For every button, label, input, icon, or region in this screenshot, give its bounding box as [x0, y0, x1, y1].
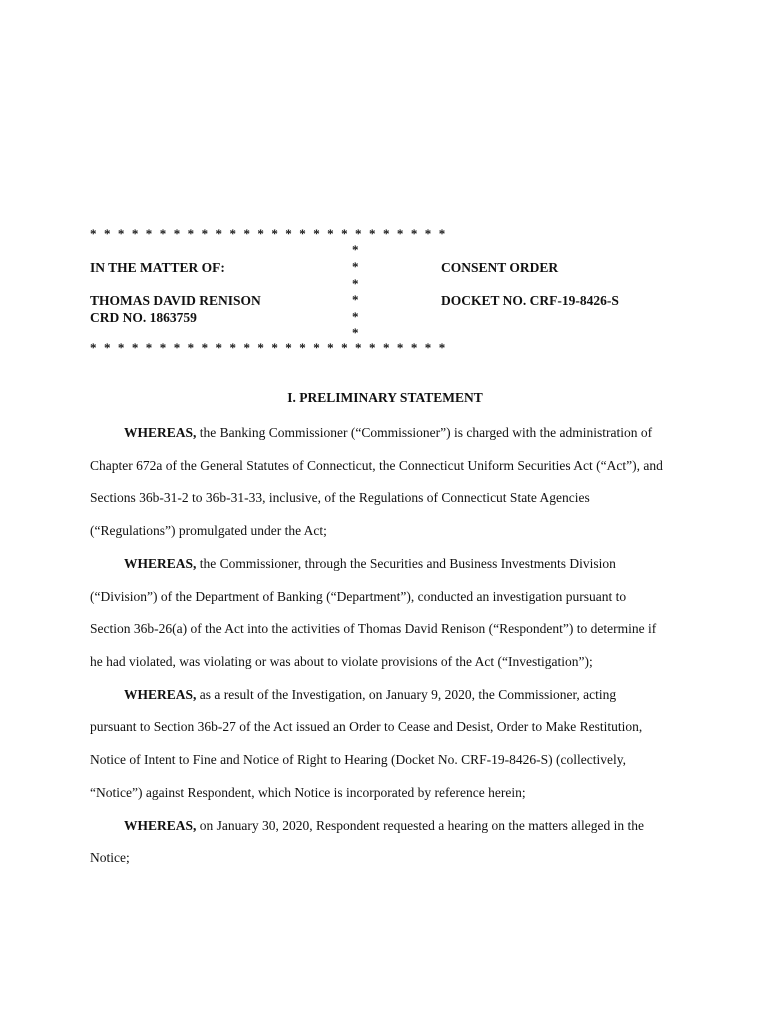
caption-bottom-star-row: * * * * * * * * * * * * * * * * * * * * * * * * * *: [90, 340, 448, 355]
paragraph-line: (“Regulations”) promulgated under the Act;: [90, 523, 327, 538]
paragraph-text: the Commissioner, through the Securities and Business Investments Division: [196, 556, 616, 571]
paragraph-line: [124, 424, 652, 441]
in-the-matter-of-label: IN THE MATTER OF:: [90, 260, 225, 275]
paragraph-line: [124, 686, 616, 703]
whereas-lead: WHEREAS,: [124, 818, 197, 833]
paragraph-line: Notice of Intent to Fine and Notice of Right to Hearing (Docket No. CRF-19-8426-S) (collectively,: [90, 752, 627, 767]
paragraph-line: “Notice”) against Respondent, which Notice is incorporated by reference herein;: [90, 785, 526, 800]
paragraph-line: [124, 555, 616, 572]
paragraph-line: Notice;: [90, 850, 130, 865]
caption-star-divider: *: [352, 325, 359, 340]
paragraph-line: Sections 36b-31-2 to 36b-31-33, inclusive, of the Regulations of Connecticut State Agencies: [90, 490, 590, 505]
whereas-lead: WHEREAS,: [124, 425, 197, 440]
caption-star-divider: *: [352, 292, 359, 307]
caption-star-divider: *: [352, 242, 359, 257]
respondent-name: THOMAS DAVID RENISON: [90, 293, 261, 308]
caption-star-divider: *: [352, 259, 359, 274]
whereas-lead: WHEREAS,: [124, 556, 197, 571]
docket-number: DOCKET NO. CRF-19-8426-S: [441, 293, 619, 308]
paragraph-line: (“Division”) of the Department of Banking (“Department”), conducted an investigation pursuant to: [90, 589, 627, 604]
section-heading: I. PRELIMINARY STATEMENT: [287, 390, 483, 405]
paragraph-text: on January 30, 2020, Respondent requested a hearing on the matters alleged in the: [196, 818, 645, 833]
crd-number: CRD NO. 1863759: [90, 310, 197, 325]
whereas-lead: WHEREAS,: [124, 687, 197, 702]
caption-top-star-row: * * * * * * * * * * * * * * * * * * * * * * * * * *: [90, 226, 448, 241]
caption-star-divider: *: [352, 309, 359, 324]
paragraph-line: [124, 817, 644, 834]
order-title: CONSENT ORDER: [441, 260, 559, 275]
paragraph-text: as a result of the Investigation, on January 9, 2020, the Commissioner, acting: [196, 687, 617, 702]
caption-star-divider: *: [352, 276, 359, 291]
paragraph-line: he had violated, was violating or was about to violate provisions of the Act (“Investigation”);: [90, 654, 593, 669]
paragraph-line: Chapter 672a of the General Statutes of Connecticut, the Connecticut Uniform Securities Act (“Act”), and: [90, 458, 663, 473]
paragraph-line: Section 36b-26(a) of the Act into the activities of Thomas David Renison (“Respondent”) to determine if: [90, 621, 657, 636]
paragraph-text: the Banking Commissioner (“Commissioner”) is charged with the administration of: [196, 425, 653, 440]
paragraph-line: pursuant to Section 36b-27 of the Act issued an Order to Cease and Desist, Order to Make Restitution,: [90, 719, 643, 734]
